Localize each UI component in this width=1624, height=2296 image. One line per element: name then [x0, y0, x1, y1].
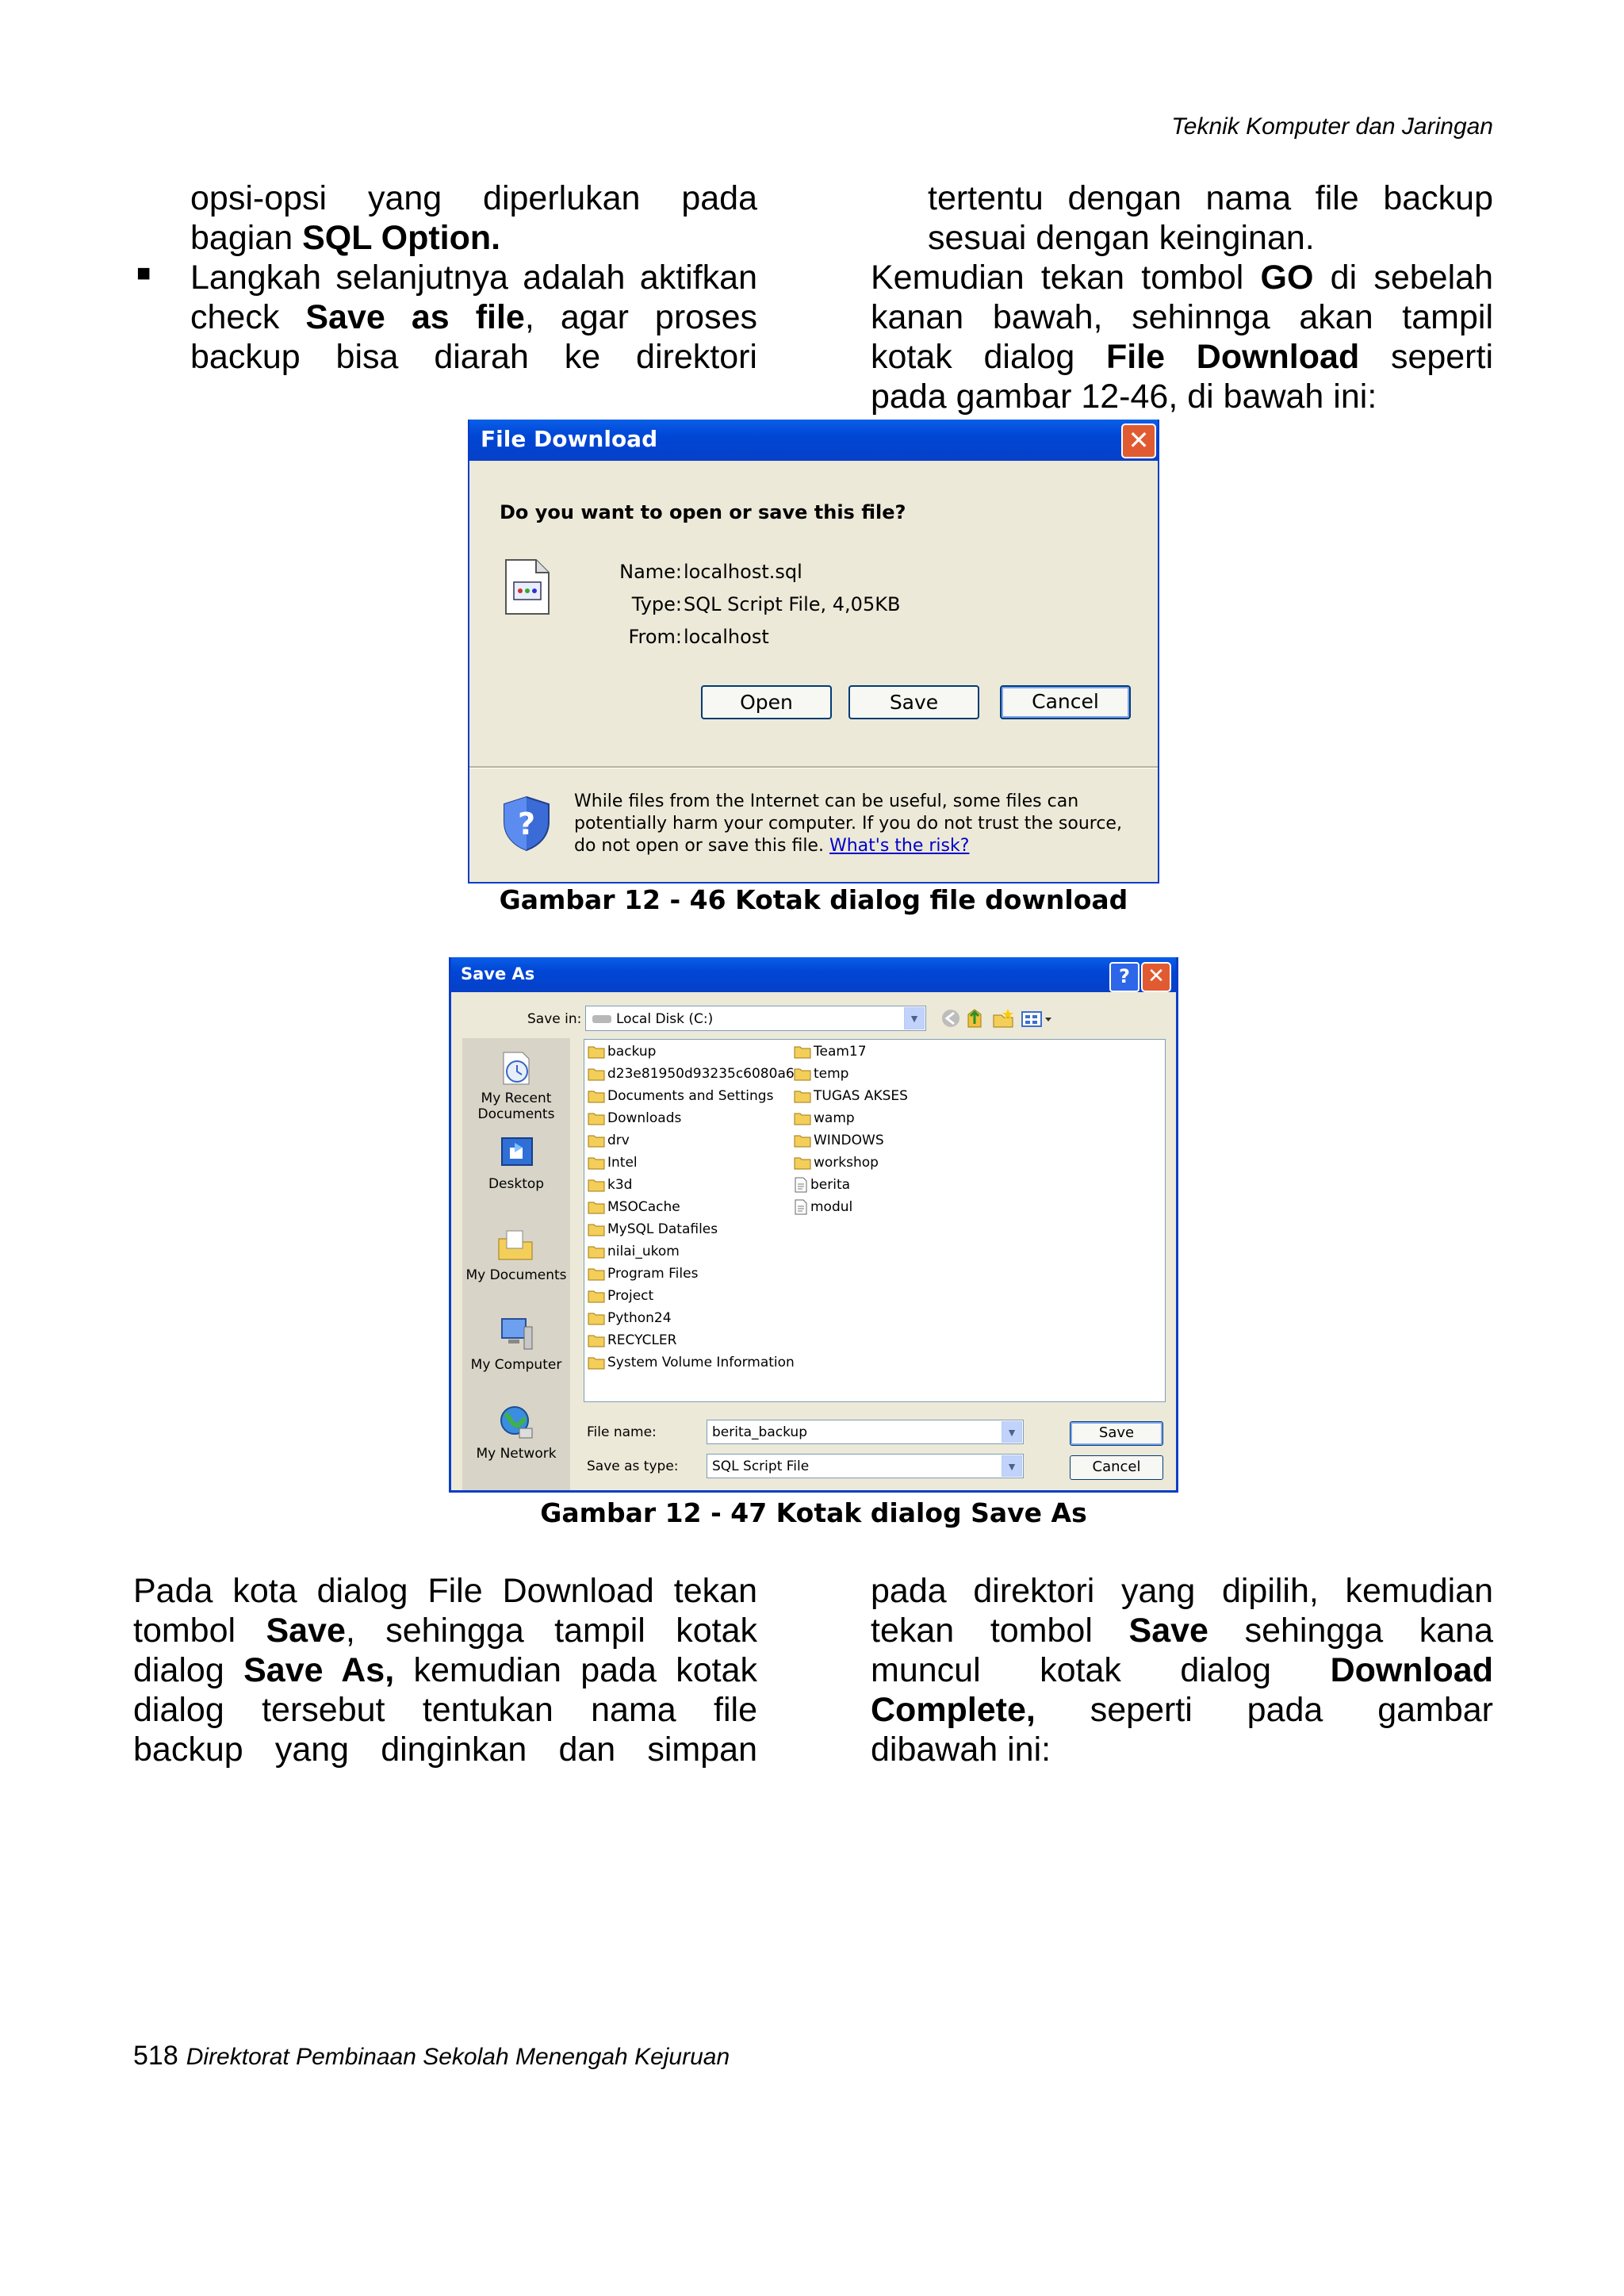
dialog-title: Save As [461, 964, 535, 983]
bold-term: Save As, [243, 1651, 395, 1689]
open-button[interactable]: Open [701, 685, 832, 719]
type-value: SQL Script File, 4,05KB [684, 593, 901, 615]
folder-item[interactable] [794, 1130, 884, 1152]
folder-item[interactable] [588, 1197, 680, 1218]
paragraph-line: dibawah ini: [871, 1731, 1051, 1769]
file-list[interactable] [584, 1039, 1166, 1402]
place-my-recent-documents[interactable]: My Recent Documents [462, 1048, 570, 1122]
bold-term: Save [266, 1612, 346, 1650]
back-icon [942, 1010, 959, 1027]
paragraph-line: Complete, seperti pada gambar [871, 1691, 1493, 1729]
file-name-input[interactable]: berita_backup ▼ [707, 1420, 1024, 1444]
dialog-titlebar[interactable] [469, 420, 1158, 461]
page-number: 518 [133, 2041, 178, 2071]
folder-icon [588, 1244, 607, 1259]
paragraph-line: opsi-opsi yang diperlukan pada [190, 179, 757, 217]
paragraph-line: backup yang dinginkan dan simpan [133, 1731, 757, 1769]
save-button[interactable]: Save [848, 685, 979, 719]
save-as-dialog [449, 957, 1178, 1493]
bold-term: SQL Option. [302, 219, 501, 257]
folder-item[interactable] [794, 1041, 867, 1063]
views-menu-icon [1022, 1012, 1051, 1026]
bold-term: Save [1128, 1612, 1208, 1650]
my-computer-icon [496, 1314, 537, 1354]
folder-icon [794, 1133, 814, 1148]
folder-item[interactable] [588, 1064, 795, 1085]
up-folder-icon [968, 1010, 981, 1027]
item-label: Program Files [607, 1266, 699, 1282]
item-label: Documents and Settings [607, 1088, 774, 1104]
paragraph-line: muncul kotak dialog Download [871, 1651, 1493, 1689]
close-button[interactable]: ✕ [1121, 424, 1156, 458]
folder-icon [588, 1044, 607, 1060]
file-item[interactable] [794, 1175, 850, 1196]
file-name-label: File name: [587, 1424, 657, 1440]
security-warning: While files from the Internet can be useful, some files can potentially harm your computer. If you do not trust the source, do not open or save this file. What's the risk? [574, 792, 1122, 856]
new-folder-icon [994, 1009, 1013, 1027]
folder-icon [794, 1110, 814, 1126]
folder-item[interactable] [794, 1108, 855, 1129]
paragraph-line: Kemudian tekan tombol GO di sebelah [871, 259, 1493, 297]
folder-item[interactable] [588, 1152, 638, 1174]
folder-icon [794, 1088, 814, 1104]
save-in-label: Save in: [527, 1011, 582, 1027]
item-label: MySQL Datafiles [607, 1221, 718, 1237]
dialog-titlebar[interactable] [451, 957, 1176, 992]
folder-icon [588, 1177, 607, 1193]
folder-icon [588, 1066, 607, 1082]
document-icon [794, 1177, 810, 1193]
paragraph-line: Langkah selanjutnya adalah aktifkan [190, 259, 757, 297]
drive-icon [592, 1015, 611, 1023]
item-label: Python24 [607, 1310, 672, 1326]
place-desktop[interactable]: Desktop [462, 1133, 570, 1192]
save-button[interactable]: Save [1070, 1421, 1163, 1446]
bottom-right-column [871, 1571, 1493, 1769]
item-label: Intel [607, 1155, 638, 1171]
paragraph-line: tombol Save, sehingga tampil kotak [133, 1612, 757, 1650]
folder-item[interactable] [588, 1108, 681, 1129]
my-documents-icon [496, 1225, 537, 1264]
from-value: localhost [684, 626, 769, 648]
folder-item[interactable] [588, 1175, 632, 1196]
figure-caption: Gambar 12 - 47 Kotak dialog Save As [540, 1497, 1087, 1528]
recent-documents-icon [496, 1048, 537, 1087]
item-label: Downloads [607, 1110, 682, 1126]
risk-link[interactable]: What's the risk? [829, 836, 970, 856]
item-label: Team17 [814, 1044, 867, 1060]
item-label: wamp [814, 1110, 855, 1126]
chevron-down-icon[interactable]: ▼ [1002, 1455, 1022, 1477]
type-label: Type: [631, 593, 682, 615]
folder-icon [588, 1088, 607, 1104]
figure-caption: Gambar 12 - 46 Kotak dialog file download [499, 884, 1128, 915]
save-as-type-label: Save as type: [587, 1458, 679, 1474]
close-button[interactable]: ✕ [1141, 962, 1171, 992]
file-download-dialog [468, 420, 1159, 884]
bottom-left-column [133, 1571, 757, 1769]
paragraph-line: Pada kota dialog File Download tekan [133, 1572, 757, 1610]
folder-item[interactable] [588, 1130, 630, 1152]
place-my-network[interactable]: My Network [462, 1403, 570, 1462]
folder-icon [588, 1310, 607, 1326]
item-label: d23e81950d93235c6080a6 [607, 1066, 795, 1082]
folder-item[interactable] [794, 1152, 879, 1174]
folder-icon [794, 1066, 814, 1082]
folder-icon [794, 1155, 814, 1171]
document-icon [794, 1199, 810, 1215]
bold-term: Download [1330, 1651, 1493, 1689]
folder-item[interactable] [588, 1086, 773, 1107]
help-button[interactable]: ? [1109, 962, 1139, 992]
bullet-square-icon: ■ [136, 260, 151, 286]
folder-icon [588, 1288, 607, 1304]
chevron-down-icon[interactable]: ▼ [904, 1007, 925, 1029]
folder-icon [588, 1155, 607, 1171]
dialog-title: File Download [481, 426, 658, 452]
footer-text: Direktorat Pembinaan Sekolah Menengah Kejuruan [186, 2044, 730, 2070]
paragraph-line: kotak dialog File Download seperti [871, 338, 1494, 376]
folder-icon [588, 1221, 607, 1237]
folder-item[interactable] [588, 1241, 680, 1263]
sql-file-icon [503, 558, 552, 615]
save-as-type-dropdown[interactable]: SQL Script File ▼ [707, 1454, 1024, 1478]
item-label: RECYCLER [607, 1332, 677, 1348]
paragraph-line: tekan tombol Save sehingga kana [871, 1612, 1493, 1650]
bold-term: Complete, [871, 1691, 1036, 1729]
paragraph-line: pada gambar 12-46, di bawah ini: [871, 378, 1377, 416]
my-network-icon [496, 1403, 537, 1443]
folder-item[interactable] [588, 1041, 656, 1063]
toolbar-icons[interactable] [940, 1006, 1059, 1030]
bold-term: File Download [1105, 338, 1360, 376]
item-label: nilai_ukom [607, 1244, 680, 1259]
place-my-computer[interactable]: My Computer [462, 1314, 570, 1373]
running-header: Teknik Komputer dan Jaringan [1171, 113, 1493, 140]
item-label: backup [607, 1044, 657, 1060]
folder-item[interactable] [588, 1352, 795, 1374]
item-label: System Volume Information [607, 1355, 795, 1370]
chevron-down-icon[interactable]: ▼ [1002, 1421, 1022, 1443]
item-label: berita [810, 1177, 851, 1193]
folder-item[interactable] [588, 1286, 653, 1307]
save-in-dropdown[interactable]: Local Disk (C:) ▼ [585, 1006, 926, 1031]
item-label: drv [607, 1133, 630, 1148]
folder-item[interactable] [588, 1330, 676, 1351]
shield-question-icon [501, 795, 552, 852]
item-label: k3d [607, 1177, 633, 1193]
paragraph-line: check Save as file, agar proses [190, 298, 757, 336]
name-value: localhost.sql [684, 561, 802, 583]
from-label: From: [628, 626, 682, 648]
folder-icon [588, 1332, 607, 1348]
paragraph-line: dialog tersebut tentukan nama file [133, 1691, 757, 1729]
folder-icon [588, 1199, 607, 1215]
folder-item[interactable] [588, 1308, 672, 1329]
folder-icon [588, 1133, 607, 1148]
item-label: modul [810, 1199, 853, 1215]
item-label: TUGAS AKSES [814, 1088, 908, 1104]
desktop-icon [496, 1133, 537, 1173]
page-footer [133, 2041, 730, 2072]
folder-item[interactable] [794, 1086, 908, 1107]
folder-icon [588, 1355, 607, 1370]
paragraph-line: bagian SQL Option. [190, 219, 501, 257]
bold-term: GO [1260, 259, 1314, 297]
folder-icon [588, 1266, 607, 1282]
dialog-question: Do you want to open or save this file? [500, 501, 906, 523]
cancel-button[interactable]: Cancel [1000, 685, 1131, 719]
paragraph-line: backup bisa diarah ke direktori [190, 338, 757, 376]
folder-icon [588, 1110, 607, 1126]
cancel-button[interactable]: Cancel [1070, 1455, 1163, 1480]
folder-item[interactable] [588, 1263, 698, 1285]
bold-term: Save as file [305, 298, 525, 336]
item-label: WINDOWS [814, 1133, 884, 1148]
folder-icon [794, 1044, 814, 1060]
svg-text:?: ? [517, 807, 536, 841]
top-right-column [871, 178, 1493, 416]
item-label: workshop [814, 1155, 879, 1171]
item-label: Project [607, 1288, 654, 1304]
name-label: Name: [619, 561, 682, 583]
paragraph-line: tertentu dengan nama file backup [928, 179, 1493, 217]
paragraph-line: pada direktori yang dipilih, kemudian [871, 1572, 1493, 1610]
folder-item[interactable] [794, 1064, 848, 1085]
place-my-documents[interactable]: My Documents [462, 1225, 570, 1283]
paragraph-line: sesuai dengan keinginan. [928, 219, 1315, 257]
places-bar [462, 1038, 570, 1490]
folder-item[interactable] [588, 1219, 718, 1240]
separator [469, 766, 1158, 769]
item-label: temp [814, 1066, 849, 1082]
paragraph-line: dialog Save As, kemudian pada kotak [133, 1651, 757, 1689]
top-left-column [190, 178, 757, 377]
file-item[interactable] [794, 1197, 852, 1218]
paragraph-line: kanan bawah, sehinnga akan tampil [871, 298, 1493, 336]
item-label: MSOCache [607, 1199, 680, 1215]
